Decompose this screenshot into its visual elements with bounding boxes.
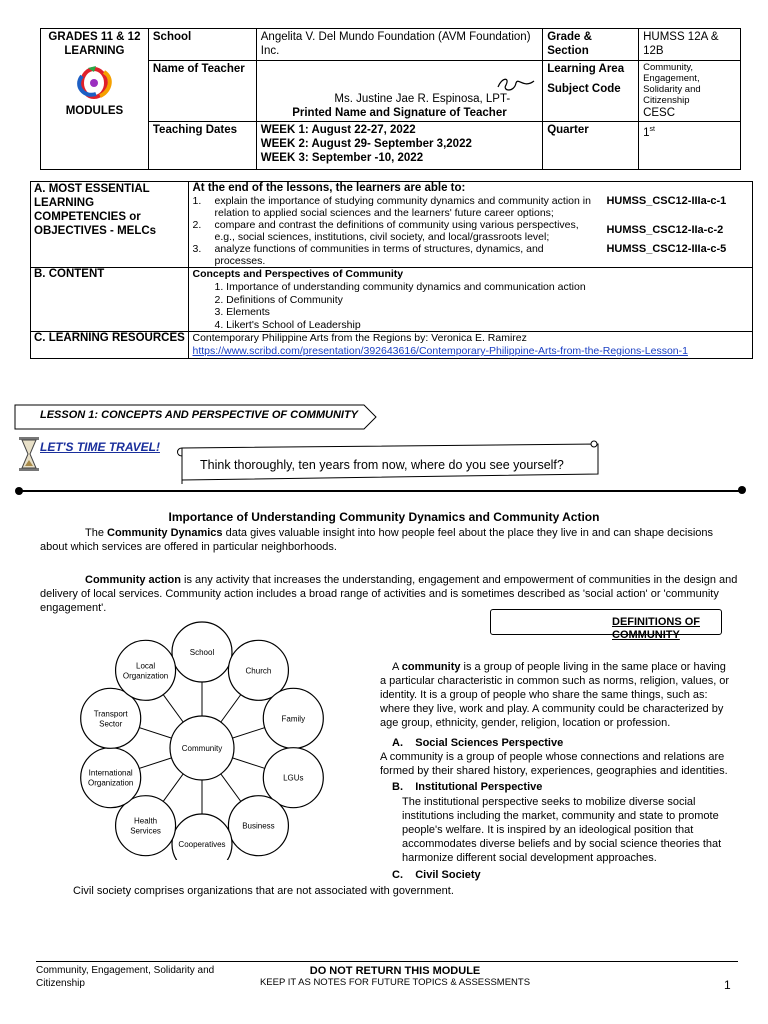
week-2: WEEK 2: August 29- September 3,2022 — [260, 138, 472, 150]
quarter-value: 1st — [639, 122, 741, 170]
teacher-caption: Printed Name and Signature of Teacher — [292, 107, 507, 119]
perspective-c-heading: C. Civil Society — [392, 869, 481, 881]
resources-label: C. LEARNING RESOURCES — [31, 332, 189, 359]
competency-code: HUMSS_CSC12-IIIa-c-1 — [606, 195, 727, 207]
school-value: Angelita V. Del Mundo Foundation (AVM Foundation) Inc. — [256, 29, 542, 61]
modules-label: MODULES — [65, 105, 124, 117]
perspective-a-heading: A. Social Sciences Perspective — [392, 737, 564, 749]
content-cell — [189, 268, 753, 332]
page-number: 1 — [724, 978, 731, 992]
melc-objectives-cell — [189, 182, 753, 268]
melc-intro: At the end of the lessons, the learners are able to: — [192, 182, 466, 194]
teacher-label: Name of Teacher — [148, 61, 256, 122]
grade-section-value: HUMSS 12A & 12B — [639, 29, 741, 61]
importance-paragraph-2: Community action is any activity that increases the understanding, engagement and empowerment of communities in the design and delivery of local services. Community action includes a broad range of activities and is sometimes described as 'social action' or 'community engagement'. — [40, 574, 738, 614]
content-item: 1. Importance of understanding community dynamics and communication action — [214, 281, 586, 293]
perspective-b-text: The institutional perspective seeks to mobilize diverse social institutions including the market, community and state to promote people's welfare. It is inspired by an ideological position that accommodates diverse beliefs and by social science theories that harmonize different social development approaches. — [402, 796, 722, 864]
diagram-node — [172, 814, 232, 860]
content-item: 4. Likert's School of Leadership — [214, 318, 361, 331]
perspective-c-text: Civil society comprises organizations that are not associated with government. — [73, 885, 454, 897]
community-definition: A community is a group of people living in the same place or having a particular characteristic in common such as norms, religion, values, or identity. It is a group of people who share the same things, such as: where they live, work and play. A community could be characterized by age group, ethnicity, gender, religion, location or profession. — [380, 661, 730, 729]
diagram-node-label: International Organization — [88, 768, 134, 788]
diagram-node-label: Church — [245, 666, 272, 676]
teacher-name: Ms. Justine Jae R. Espinosa, LPT- — [334, 93, 511, 105]
diagram-node-label: Cooperatives — [178, 840, 226, 849]
hourglass-icon — [18, 436, 40, 472]
community-diagram — [70, 620, 340, 860]
resource-link[interactable]: https://www.scribd.com/presentation/392643616/Contemporary-Philippine-Arts-from-the-Regions-Lesson-1 — [192, 345, 688, 357]
lesson-title: LESSON 1: CONCEPTS AND PERSPECTIVE OF COMMUNITY — [40, 409, 359, 421]
module-header-table — [40, 28, 741, 170]
melc-label: A. MOST ESSENTIAL LEARNING COMPETENCIES or OBJECTIVES - MELCs — [31, 182, 189, 268]
section-divider — [14, 486, 750, 496]
teacher-cell — [256, 61, 542, 122]
objective-item: 3. analyze functions of communities in terms of structures, dynamics, and processes. HUMSS_CSC12-IIIa-c-5 — [192, 243, 727, 267]
footer-notice-sub: KEEP IT AS NOTES FOR FUTURE TOPICS & ASSESSMENTS — [259, 977, 531, 988]
footer-notice-title: DO NOT RETURN THIS MODULE — [309, 965, 481, 977]
week-3: WEEK 3: September -10, 2022 — [260, 152, 424, 164]
content-title: Concepts and Perspectives of Community — [192, 268, 404, 280]
content-label: B. CONTENT — [31, 268, 189, 332]
school-logo-icon — [66, 62, 122, 102]
grades-label: GRADES 11 & 12 — [48, 31, 141, 43]
scroll-prompt: Think thoroughly, ten years from now, where do you see yourself? — [200, 458, 564, 472]
melc-table — [30, 181, 753, 359]
signature-icon — [496, 75, 536, 95]
diagram-node-label: Business — [242, 821, 275, 831]
diagram-node-label: Transport Sector — [93, 709, 128, 729]
objective-item: 2. compare and contrast the definitions of community using various perspectives, e.g., social sciences, institutions, civil society, and local/grassroots level; HUMSS_CSC12-IIa-c-2 — [192, 219, 724, 243]
resources-cell — [189, 332, 753, 359]
footer-notice — [230, 965, 560, 988]
diagram-node-label: Family — [281, 714, 306, 724]
footer-rule — [36, 961, 738, 962]
time-travel-label: LET'S TIME TRAVEL! — [40, 440, 160, 454]
importance-title: Importance of Understanding Community Dynamics and Community Action — [168, 510, 600, 524]
teaching-dates-value — [256, 122, 542, 170]
learning-area-label: Learning Area — [547, 63, 625, 75]
module-logo-cell — [41, 29, 149, 170]
diagram-node-label: Local Organization — [122, 661, 169, 681]
competency-code: HUMSS_CSC12-IIIa-c-5 — [606, 243, 727, 255]
learning-area-subject-values — [639, 61, 741, 122]
learning-area-subject-cell — [543, 61, 639, 122]
importance-paragraph-1: The Community Dynamics data gives valuable insight into how people feel about the place they live in and can shape decisions about which services are offered in particular neighborhoods. — [40, 527, 713, 553]
resource-text: Contemporary Philippine Arts from the Regions by: Veronica E. Ramirez — [192, 332, 527, 344]
quarter-label: Quarter — [543, 122, 639, 170]
community-center-label: Community — [181, 744, 223, 753]
learning-area-value: Community, Engagement, Solidarity and Citizenship — [643, 62, 701, 106]
grade-section-label: Grade & Section — [543, 29, 639, 61]
objective-item: 1. explain the importance of studying community dynamics and community action in relation to applied social sciences and the learners' future career options; HUMSS_CSC12-IIIa-c-1 — [192, 195, 727, 219]
diagram-node-label: School — [189, 648, 215, 657]
perspective-a-text: A community is a group of people whose connections and relations are formed by their shared history, experiences, geographies and identities. — [380, 751, 728, 777]
subject-code-label: Subject Code — [547, 83, 621, 95]
teaching-dates-label: Teaching Dates — [148, 122, 256, 170]
week-1: WEEK 1: August 22-27, 2022 — [260, 124, 416, 136]
content-item: 3. Elements — [214, 306, 270, 318]
diagram-node-label: Health Services — [130, 816, 161, 836]
competency-code: HUMSS_CSC12-IIa-c-2 — [606, 224, 724, 236]
perspective-b-heading: B. Institutional Perspective — [392, 781, 543, 793]
school-label: School — [148, 29, 256, 61]
diagram-node-label: LGUs — [283, 773, 304, 783]
subject-code-value: CESC — [643, 107, 676, 119]
content-item: 2. Definitions of Community — [214, 293, 343, 306]
learning-label: LEARNING — [64, 45, 125, 57]
footer-subject: Community, Engagement, Solidarity and Citizenship — [36, 965, 215, 989]
definitions-heading: DEFINITIONS OF COMMUNITY — [612, 616, 700, 641]
